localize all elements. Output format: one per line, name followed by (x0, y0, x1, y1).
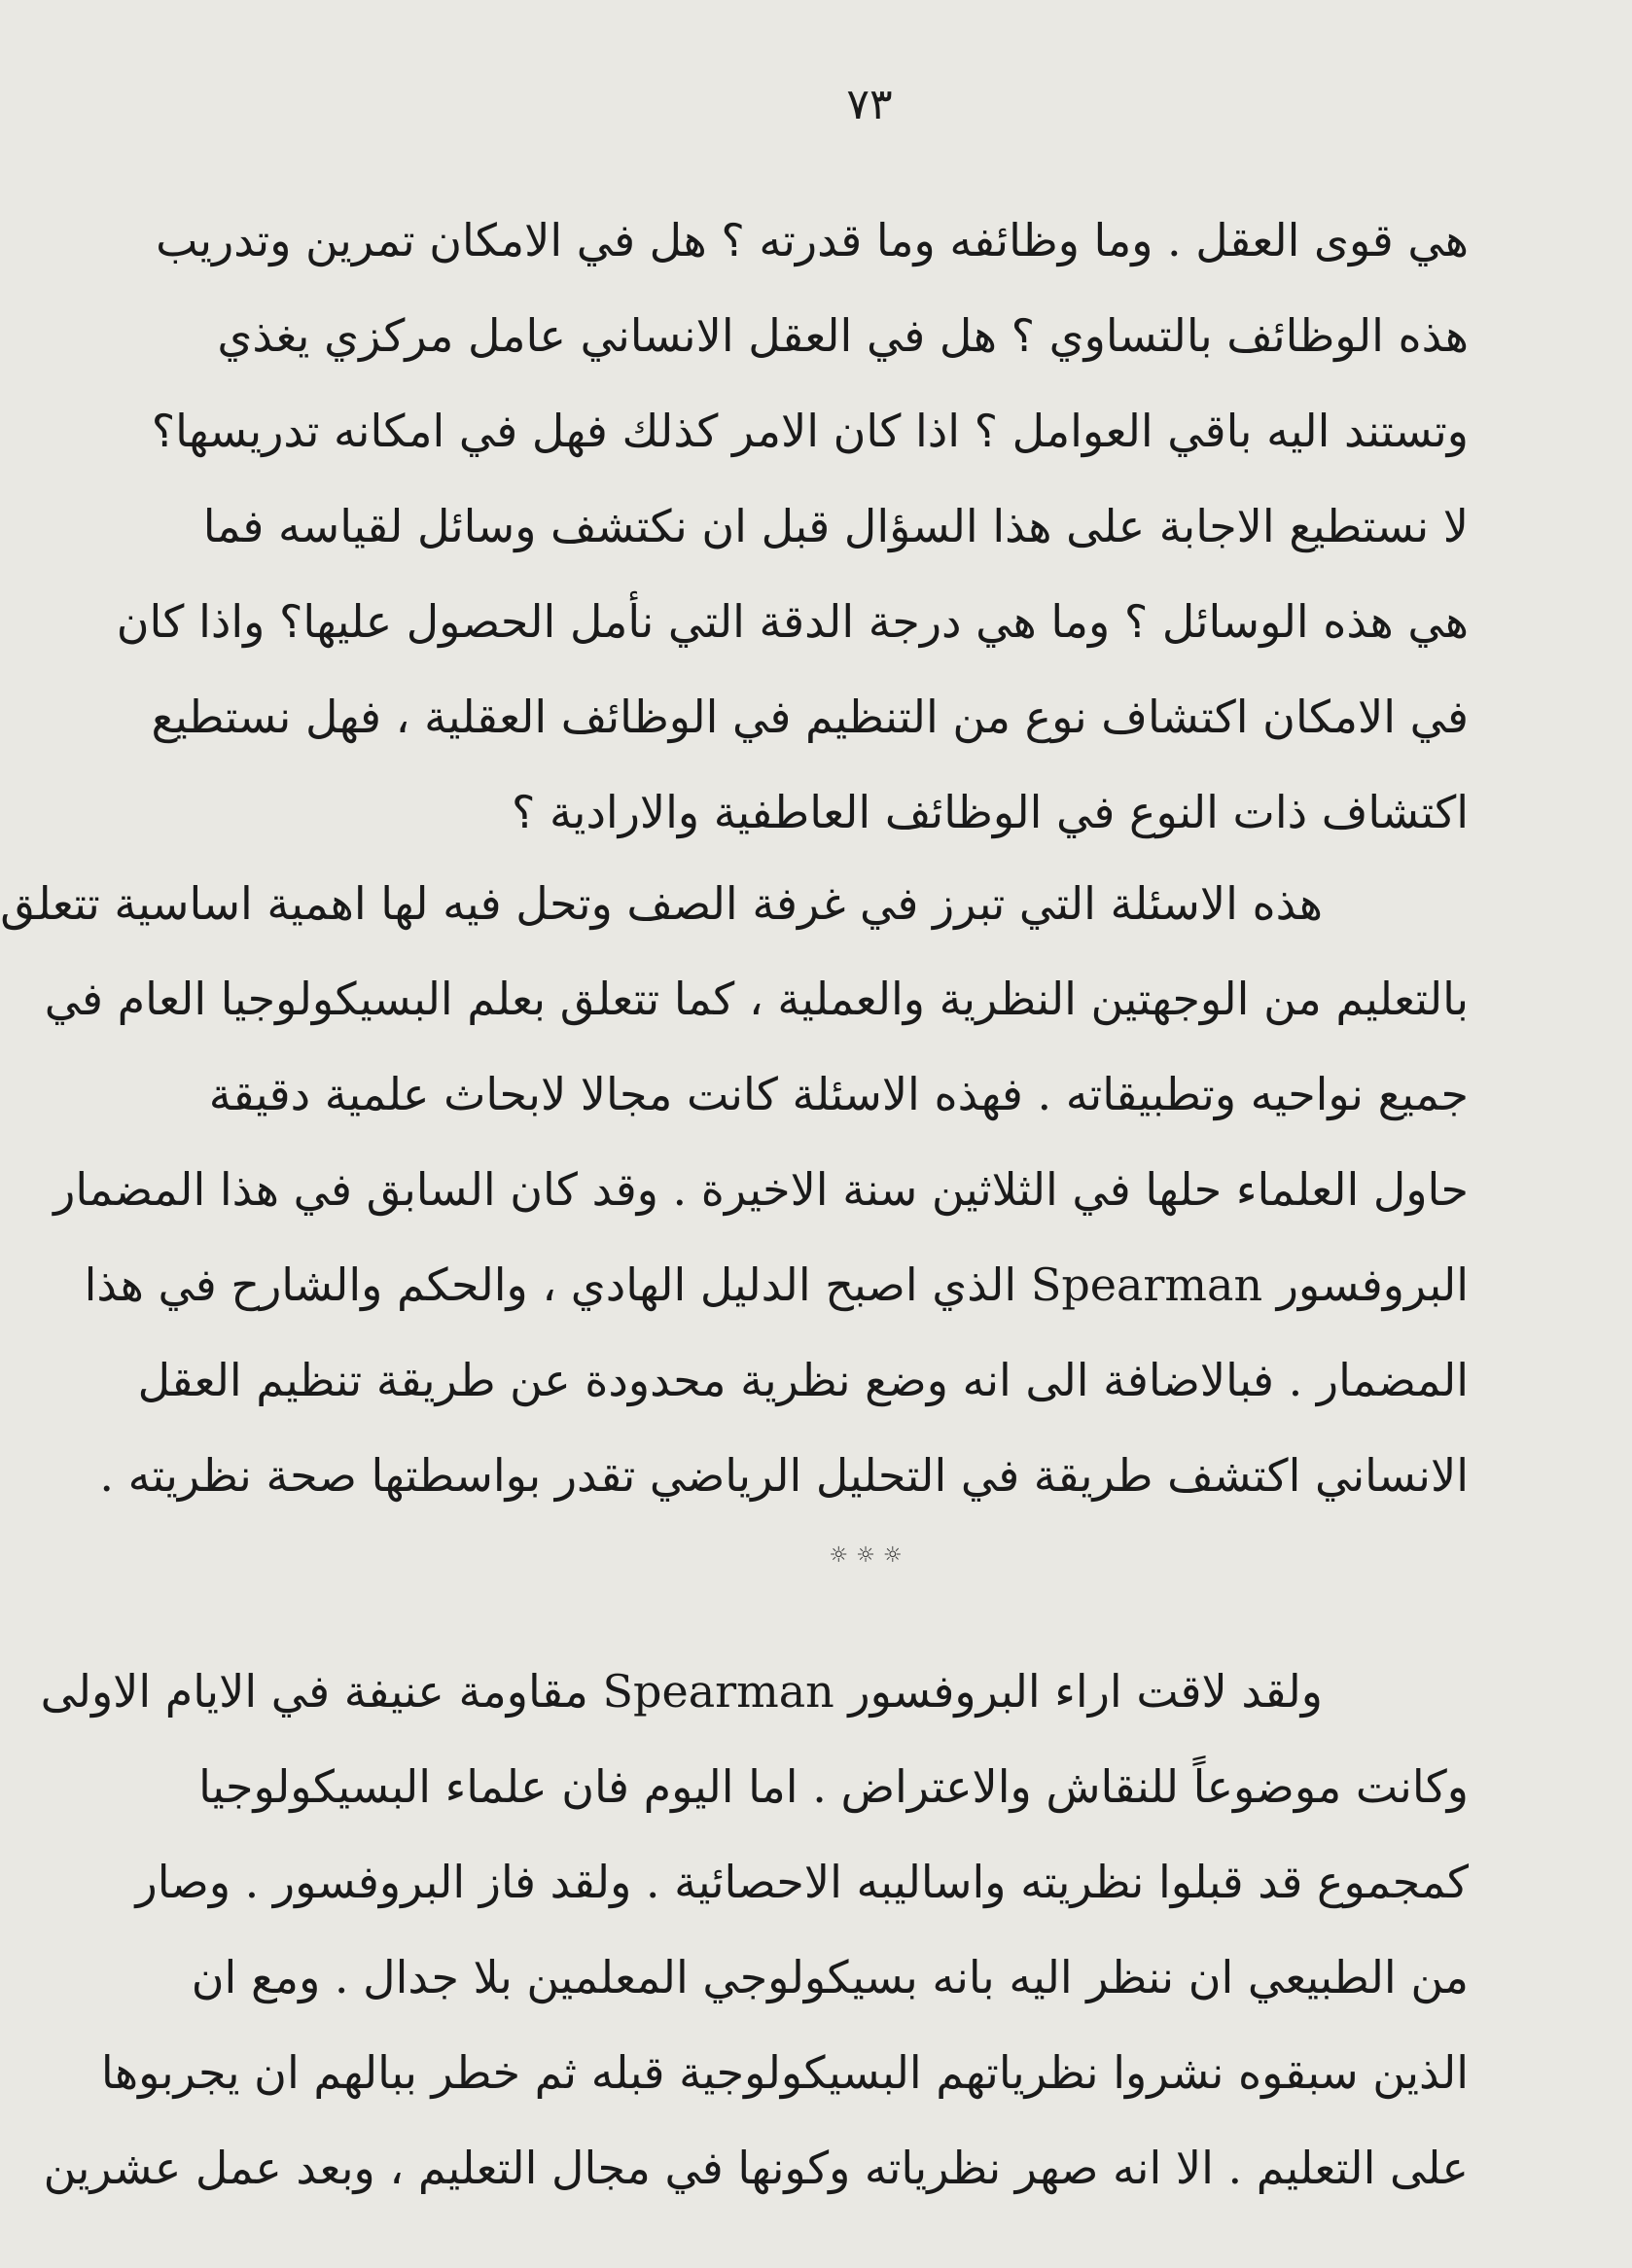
text-line: ولقد لاقت اراء البروفسور Spearman مقاومة عنيفة في الايام الاولى (40, 1665, 1323, 1718)
paragraph-3 (40, 1644, 1469, 2215)
text-line: هذه الوظائف بالتساوي ؟ هل في العقل الانساني عامل مركزي يغذي (217, 309, 1469, 362)
text-line: الانساني اكتشف طريقة في التحليل الرياضي تقدر بواسطتها صحة نظريته . (99, 1449, 1469, 1502)
text-line: بالتعليم من الوجهتين النظرية والعملية ، كما تتعلق بعلم البسيكولوجيا العام في (44, 973, 1469, 1025)
text-line: اكتشاف ذات النوع في الوظائف العاطفية والارادية ؟ (511, 786, 1469, 838)
text-line: جميع نواحيه وتطبيقاته . فهذه الاسئلة كانت مجالا لابحاث علمية دقيقة (208, 1068, 1469, 1120)
text-line: المضمار . فبالاضافة الى انه وضع نظرية محدودة عن طريقة تنظيم العقل (137, 1354, 1469, 1406)
page-number: ٧٣ (846, 80, 893, 129)
text-line: حاول العلماء حلها في الثلاثين سنة الاخيرة . وقد كان السابق في هذا المضمار (53, 1163, 1469, 1216)
paragraph-2 (0, 856, 1469, 1523)
section-separator: ☼☼☼ (829, 1543, 910, 1568)
text-line: لا نستطيع الاجابة على هذا السؤال قبل ان نكتشف وسائل لقياسه فما (202, 500, 1469, 552)
text-line: على التعليم . الا انه صهر نظرياته وكونها في مجال التعليم ، وبعد عمل عشرين (43, 2142, 1469, 2194)
text-line: وكانت موضوعاً للنقاش والاعتراض . اما اليوم فان علماء البسيكولوجيا (198, 1760, 1469, 1813)
text-line: وتستند اليه باقي العوامل ؟ اذا كان الامر كذلك فهل في امكانه تدريسها؟ (151, 405, 1469, 457)
text-line: هذه الاسئلة التي تبرز في غرفة الصف وتحل فيه لها اهمية اساسية تتعلق (0, 877, 1323, 930)
text-line: الذين سبقوه نشروا نظرياتهم البسيكولوجية قبله ثم خطر ببالهم ان يجربوها (100, 2046, 1469, 2099)
text-line: كمجموع قد قبلوا نظريته واساليبه الاحصائية . ولقد فاز البروفسور . وصار (135, 1856, 1469, 1908)
paragraph-1 (116, 193, 1469, 860)
text-line: هي قوى العقل . وما وظائفه وما قدرته ؟ هل في الامكان تمرين وتدريب (156, 214, 1469, 266)
text-line: هي هذه الوسائل ؟ وما هي درجة الدقة التي نأمل الحصول عليها؟ واذا كان (116, 595, 1469, 648)
text-line: البروفسور Spearman الذي اصبح الدليل الهادي ، والحكم والشارح في هذا (84, 1258, 1469, 1311)
text-line: في الامكان اكتشاف نوع من التنظيم في الوظائف العقلية ، فهل نستطيع (151, 691, 1469, 743)
text-line: من الطبيعي ان ننظر اليه بانه بسيكولوجي المعلمين بلا جدال . ومع ان (191, 1951, 1469, 2003)
